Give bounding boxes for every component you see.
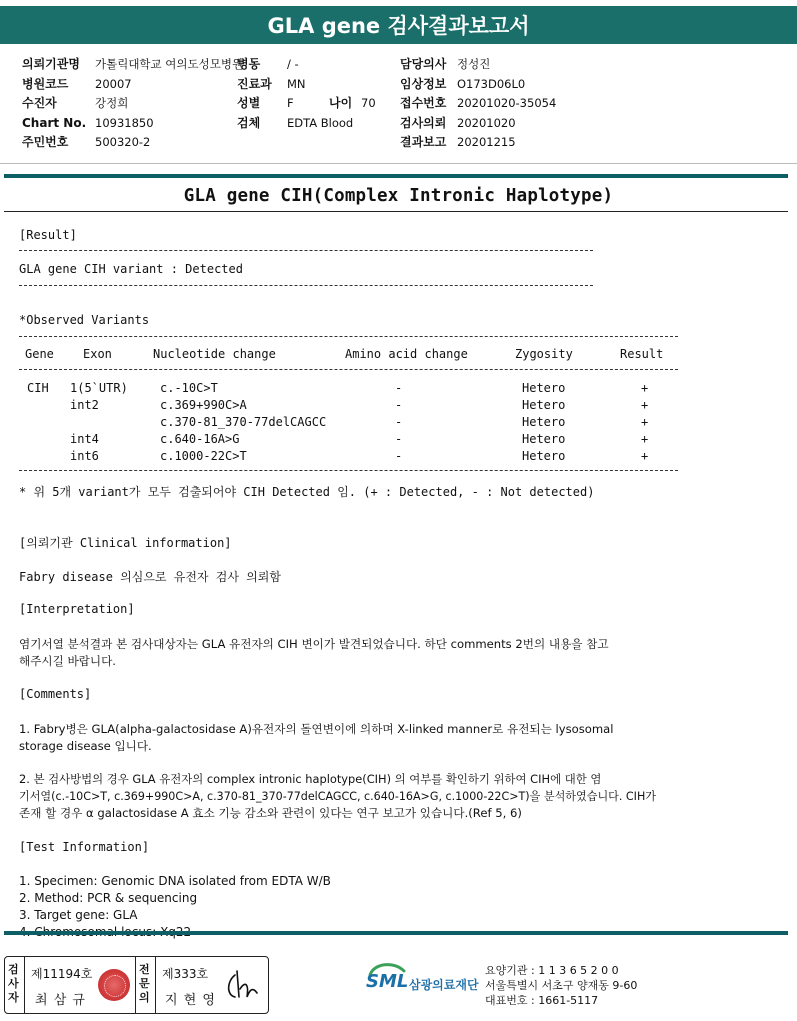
care-code: 요양기관 : 1 1 3 6 5 2 0 0	[485, 964, 619, 977]
divider	[135, 957, 136, 1013]
cell-exon: int2	[70, 398, 99, 412]
info-left	[22, 55, 243, 153]
org-name: 삼광의료재단	[409, 978, 479, 992]
examiner-label: 검사자	[8, 963, 19, 1004]
label-age: 나이	[329, 96, 353, 111]
label-sex: 성별	[237, 96, 261, 111]
cell-result: +	[641, 415, 649, 429]
cell-gene: CIH	[27, 381, 49, 395]
value-ward: / -	[287, 57, 299, 72]
table-dash-header	[19, 369, 678, 370]
table-footnote: * 위 5개 variant가 모두 검출되어야 CIH Detected 임. (+ : Detected, - : Not detected)	[19, 485, 595, 499]
label-hospital-code: 병원코드	[22, 76, 69, 91]
test-info-item: 2. Method: PCR & sequencing	[19, 891, 198, 905]
reviewer-license: 제333호	[162, 967, 209, 981]
label-institution: 의뢰기관명	[22, 57, 80, 72]
org-phone: 대표번호 : 1661-5117	[485, 994, 599, 1007]
org-address: 서울특별시 서초구 양재동 9-60	[485, 979, 638, 992]
reviewer-label: 전문의	[139, 963, 150, 1004]
value-hospital-code: 20007	[95, 76, 132, 91]
result-heading: [Result]	[19, 228, 77, 242]
cell-result: +	[641, 432, 649, 446]
th-gene: Gene	[25, 347, 54, 361]
section-title: GLA gene CIH(Complex Intronic Haplotype)	[183, 186, 614, 206]
result-line: GLA gene CIH variant : Detected	[19, 262, 243, 276]
org-contact	[485, 963, 637, 1008]
comment-2-line-3: 존재 할 경우 α galactosidase A 효소 기능 감소와 관련이 있다는 연구 보고가 있습니다.(Ref 5, 6)	[19, 806, 522, 820]
value-accession-no: 20201020-35054	[457, 96, 557, 111]
cell-zygosity: Hetero	[522, 381, 566, 395]
label-specimen: 검체	[237, 115, 261, 130]
th-result: Result	[620, 347, 664, 361]
cell-zygosity: Hetero	[522, 449, 566, 463]
section-rule-bottom	[4, 931, 788, 935]
label-accession-no: 접수번호	[400, 96, 447, 111]
label-dept: 진료과	[237, 76, 272, 91]
comment-2-line-2: 기서열(c.-10C>T, c.369+990C>A, c.370-81_370-77delCAGCC, c.640-16A>G, c.1000-22C>T)을 분석하였습니다. CIH가	[19, 790, 657, 803]
signature-icon	[223, 967, 263, 1005]
label-resident-no: 주민번호	[22, 135, 69, 150]
clinical-text: Fabry disease 의심으로 유전자 검사 의뢰함	[19, 570, 281, 584]
cell-amino-acid: -	[395, 415, 403, 429]
comment-1-line-2: storage disease 입니다.	[19, 739, 152, 753]
th-nucleotide: Nucleotide change	[153, 347, 276, 361]
cell-zygosity: Hetero	[522, 398, 566, 412]
comment-2-line-1: 2. 본 검사방법의 경우 GLA 유전자의 complex intronic haplotype(CIH) 의 여부를 확인하기 위하여 CIH에 대한 염	[19, 772, 602, 786]
value-doctor: 정성진	[457, 57, 491, 72]
cell-amino-acid: -	[395, 398, 403, 412]
org-abbr: SML	[366, 971, 409, 992]
examiner-license: 제11194호	[31, 967, 93, 981]
label-report-date: 결과보고	[400, 135, 447, 150]
value-chart-no: 10931850	[95, 115, 154, 130]
th-amino-acid: Amino acid change	[345, 347, 468, 361]
divider	[24, 957, 25, 1013]
comments-heading: [Comments]	[19, 687, 92, 701]
info-mid	[237, 55, 376, 133]
info-right	[400, 55, 556, 153]
value-clinical-info: O173D06L0	[457, 76, 526, 91]
cell-amino-acid: -	[395, 381, 403, 395]
reviewer-name: 지 현 영	[165, 993, 216, 1008]
value-sex: F	[287, 96, 294, 111]
seal-icon	[98, 969, 130, 1001]
cell-amino-acid: -	[395, 432, 403, 446]
cell-zygosity: Hetero	[522, 415, 566, 429]
test-info-heading: [Test Information]	[19, 840, 150, 854]
th-exon: Exon	[83, 347, 112, 361]
cell-nucleotide: c.1000-22C>T	[160, 449, 247, 463]
header-divider	[0, 163, 797, 164]
result-dash-bottom	[19, 285, 593, 286]
cell-exon: 1(5`UTR)	[70, 381, 128, 395]
observed-variants-label: *Observed Variants	[19, 313, 150, 327]
value-request-date: 20201020	[457, 115, 516, 130]
divider	[155, 957, 156, 1013]
report-title: GLA gene 검사결과보고서	[0, 6, 797, 44]
section-rule-top	[4, 174, 788, 178]
label-ward: 병동	[237, 57, 261, 72]
interpretation-line-2: 해주시길 바랍니다.	[19, 654, 116, 668]
label-clinical-info: 임상정보	[400, 76, 447, 91]
value-resident-no: 500320-2	[95, 135, 151, 150]
cell-result: +	[641, 381, 649, 395]
value-age: 70	[361, 96, 376, 111]
cell-result: +	[641, 449, 649, 463]
cell-exon: int4	[70, 432, 99, 446]
value-report-date: 20201215	[457, 135, 516, 150]
result-dash-top	[19, 250, 593, 251]
cell-exon: int6	[70, 449, 99, 463]
th-zygosity: Zygosity	[515, 347, 573, 361]
signature-box	[4, 956, 269, 1014]
cell-nucleotide: c.-10C>T	[160, 381, 218, 395]
value-specimen: EDTA Blood	[287, 115, 354, 130]
comment-1-line-1: 1. Fabry병은 GLA(alpha-galactosidase A)유전자의 돌연변이에 의하며 X-linked manner로 유전되는 lysosomal	[19, 722, 614, 736]
section-title-underline	[4, 211, 788, 212]
clinical-heading: [의뢰기관 Clinical information]	[19, 536, 232, 550]
value-institution: 가톨릭대학교 여의도성모병원	[95, 57, 244, 72]
cell-nucleotide: c.369+990C>A	[160, 398, 247, 412]
label-chart-no: Chart No.	[22, 115, 87, 130]
test-info-item: 1. Specimen: Genomic DNA isolated from EDTA W/B	[19, 874, 331, 888]
label-request-date: 검사의뢰	[400, 115, 447, 130]
label-doctor: 담당의사	[400, 57, 447, 72]
cell-amino-acid: -	[395, 449, 403, 463]
value-patient: 강정희	[95, 96, 129, 111]
cell-nucleotide: c.370-81_370-77delCAGCC	[160, 415, 327, 429]
label-patient: 수진자	[22, 96, 57, 111]
interpretation-line-1: 염기서열 분석결과 본 검사대상자는 GLA 유전자의 CIH 변이가 발견되었습니다. 하단 comments 2번의 내용을 참고	[19, 637, 609, 651]
table-dash-top	[19, 336, 678, 337]
value-dept: MN	[287, 76, 306, 91]
cell-zygosity: Hetero	[522, 432, 566, 446]
cell-result: +	[641, 398, 649, 412]
interpretation-heading: [Interpretation]	[19, 602, 135, 616]
cell-nucleotide: c.640-16A>G	[160, 432, 240, 446]
table-dash-bottom	[19, 470, 678, 471]
examiner-name: 최 삼 규	[35, 993, 86, 1008]
test-info-item: 3. Target gene: GLA	[19, 908, 138, 922]
